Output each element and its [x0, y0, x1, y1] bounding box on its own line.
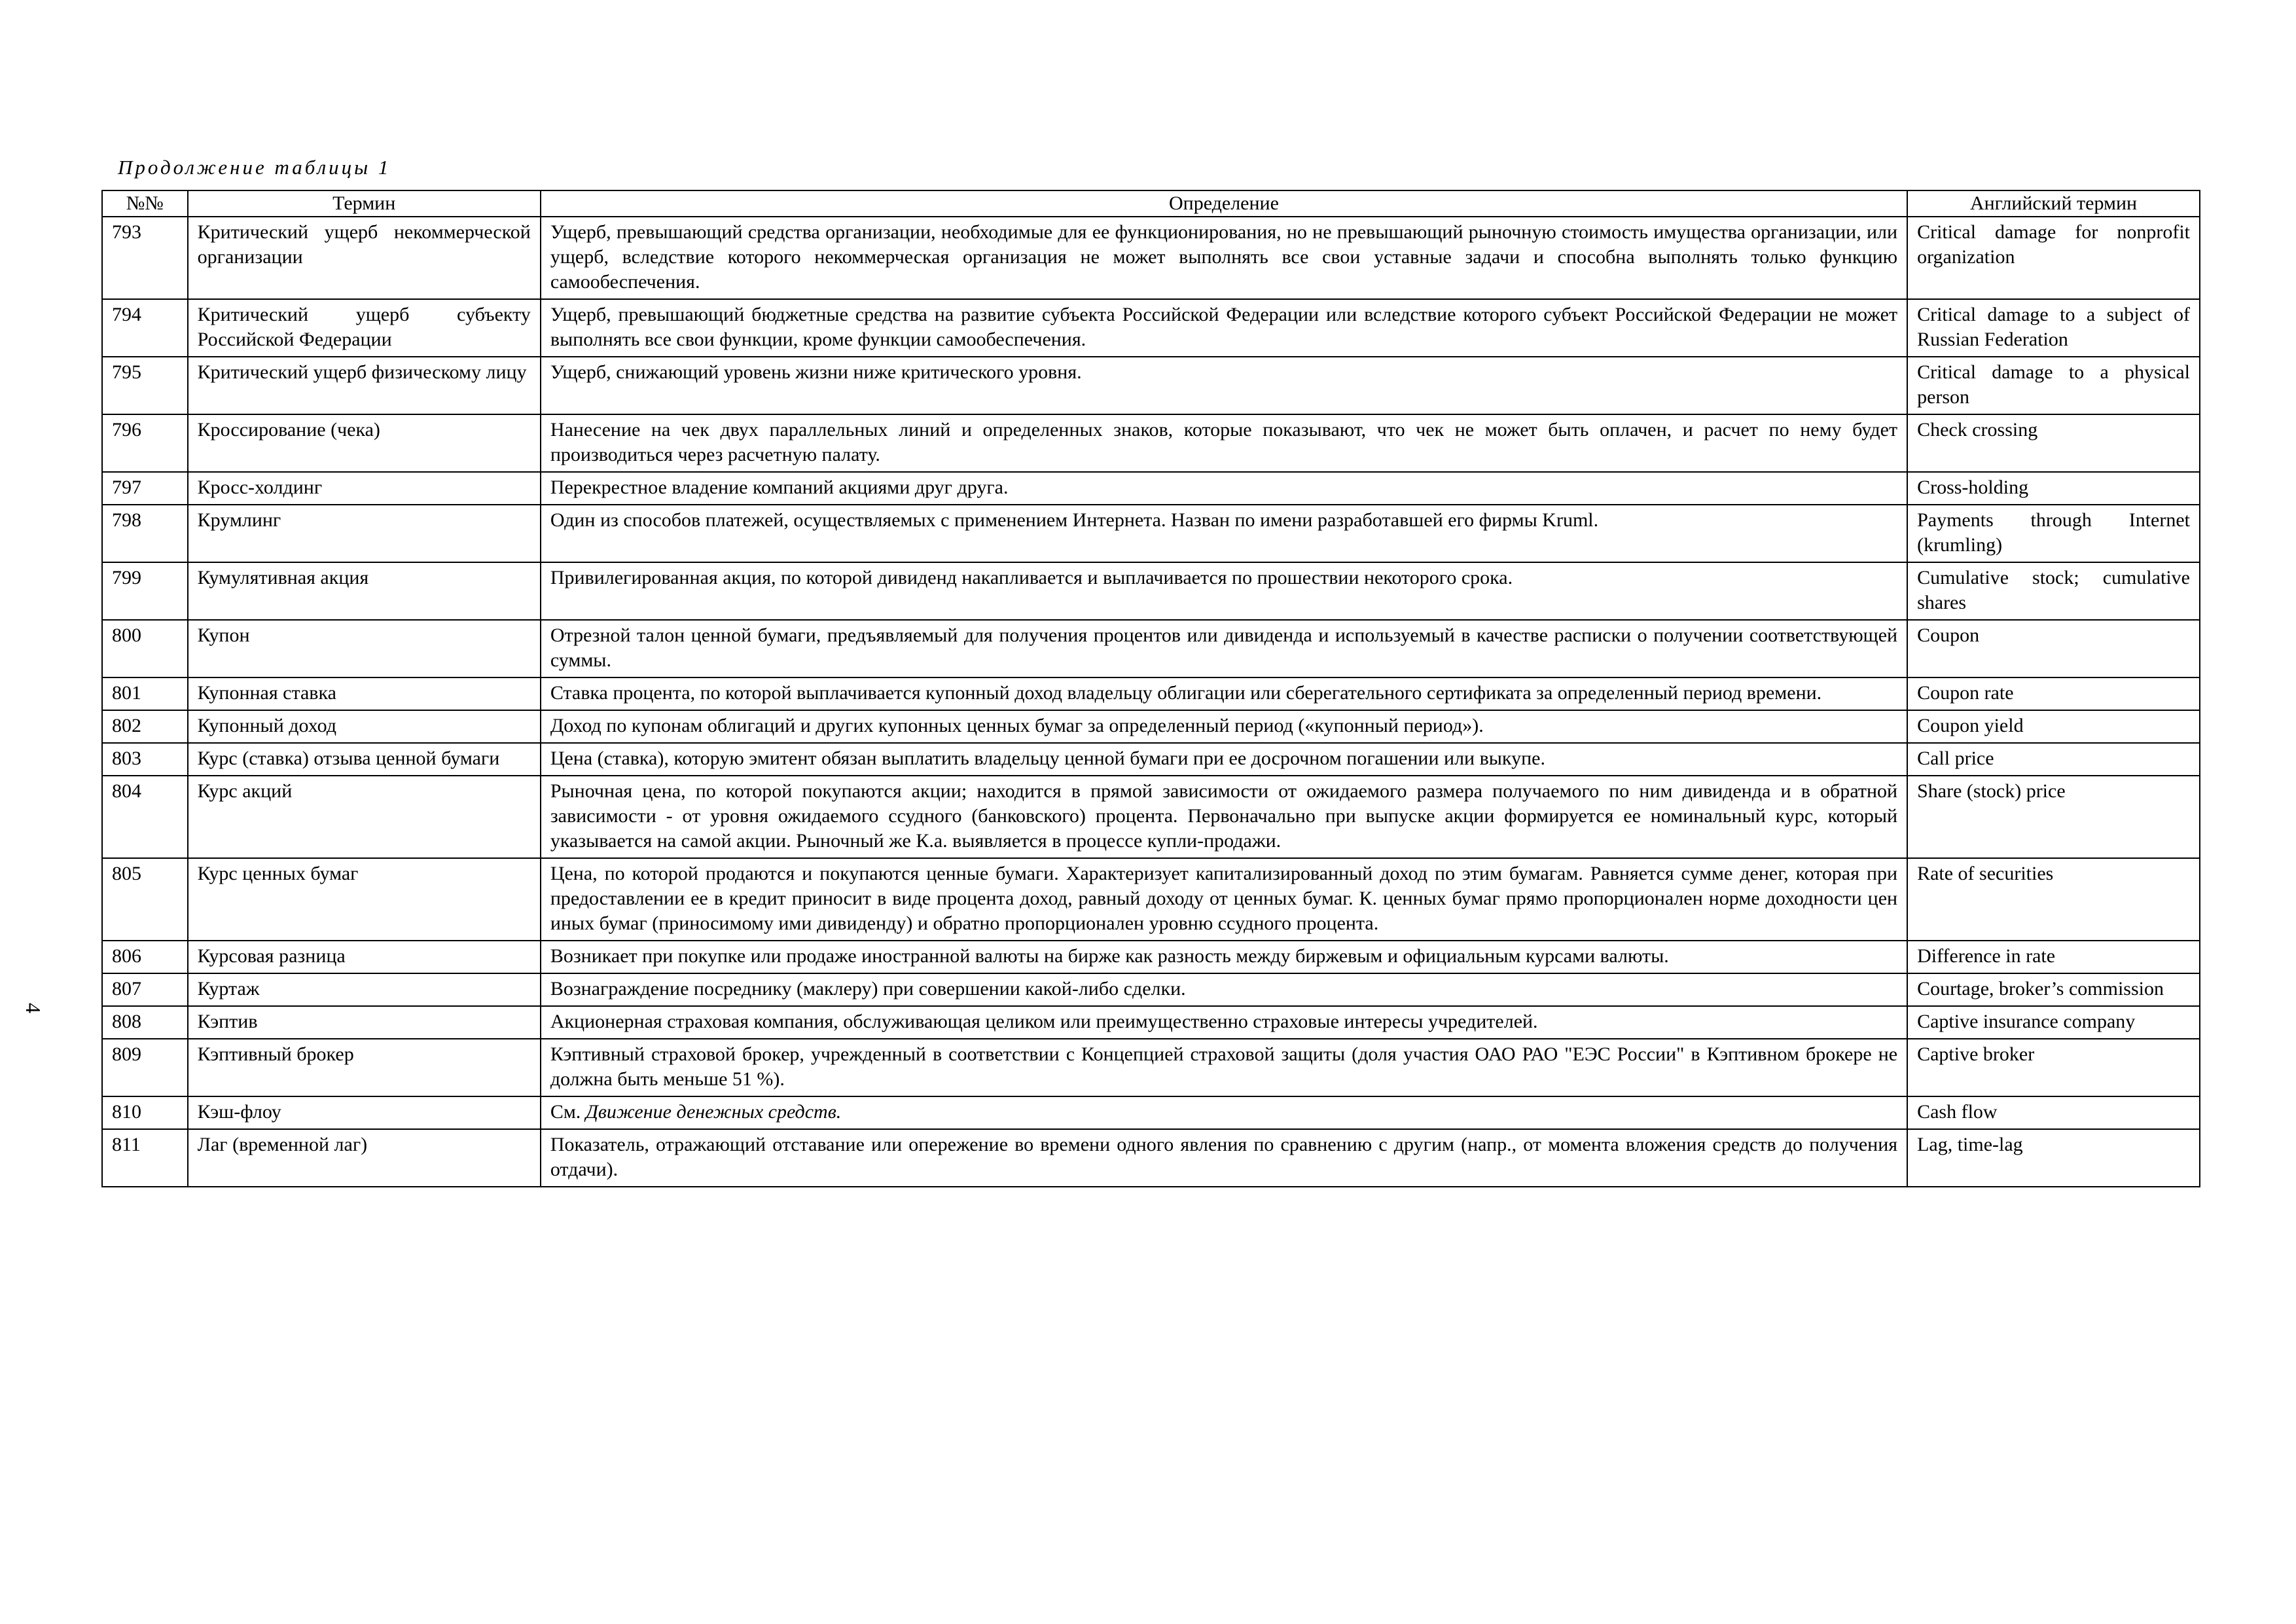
row-term: Кросс-холдинг [188, 472, 541, 505]
row-definition: Отрезной талон ценной бумаги, предъявляемый для получения процентов или дивиденда и используемый в качестве расписки о получении соответствующей суммы. [541, 620, 1907, 677]
row-term: Кумулятивная акция [188, 562, 541, 620]
table-row [102, 414, 2200, 472]
table-row [102, 941, 2200, 973]
row-definition: Кэптивный страховой брокер, учрежденный в соответствии с Концепцией страховой защиты (доля участия ОАО РАО "ЕЭС России" в Кэптивном брокере не должна быть меньше 51 %). [541, 1039, 1907, 1096]
row-number: 798 [102, 505, 188, 562]
table-row [102, 299, 2200, 357]
row-number: 797 [102, 472, 188, 505]
row-definition: Нанесение на чек двух параллельных линий и определенных знаков, которые показывают, что чек не может быть оплачен, и расчет по нему будет производиться через расчетную палату. [541, 414, 1907, 472]
row-definition: Один из способов платежей, осуществляемых с применением Интернета. Назван по имени разработавшей его фирмы Kruml. [541, 505, 1907, 562]
table-row [102, 217, 2200, 299]
row-definition: Привилегированная акция, по которой дивиденд накапливается и выплачивается по прошествии некоторого срока. [541, 562, 1907, 620]
definition-text: См. [550, 1101, 581, 1123]
row-english-term: Check crossing [1907, 414, 2200, 472]
row-english-term: Critical damage to a physical person [1907, 357, 2200, 414]
table-row [102, 562, 2200, 620]
row-english-term: Captive broker [1907, 1039, 2200, 1096]
row-number: 803 [102, 743, 188, 776]
row-english-term: Courtage, broker’s commission [1907, 973, 2200, 1006]
row-term: Кэш-флоу [188, 1096, 541, 1129]
row-term: Кэптивный брокер [188, 1039, 541, 1096]
row-term: Купонная ставка [188, 677, 541, 710]
row-definition: Перекрестное владение компаний акциями друг друга. [541, 472, 1907, 505]
row-number: 805 [102, 858, 188, 941]
table-row [102, 710, 2200, 743]
row-definition: Ставка процента, по которой выплачивается купонный доход владельцу облигации или сберегательного сертификата за определенный период времени. [541, 677, 1907, 710]
row-english-term: Coupon [1907, 620, 2200, 677]
header-row [102, 190, 2200, 217]
row-number: 802 [102, 710, 188, 743]
row-definition: Цена, по которой продаются и покупаются ценные бумаги. Характеризует капитализированный доход по этим бумагам. Равняется сумме денег, которая при предоставлении ее в кредит приносит в виде процента доход, равный доходу от ценных бумаг. К. ценных бумаг прямо пропорционален норме доходности цен иных бумаг (приносимому ими дивиденду) и обратно пропорционален уровню ссудного процента. [541, 858, 1907, 941]
row-term: Курс акций [188, 776, 541, 858]
row-term: Купонный доход [188, 710, 541, 743]
row-english-term: Critical damage to a subject of Russian Federation [1907, 299, 2200, 357]
row-definition: Рыночная цена, по которой покупаются акции; находится в прямой зависимости от ожидаемого размера получаемого по ним дивиденда и в обратной зависимости - от уровня ожидаемого ссудного (банковского) процента. Первоначально при выпуске акции формируется ее номинальный курс, который указывается на самой акции. Рыночный же К.а. выявляется в процессе купли-продажи. [541, 776, 1907, 858]
row-term: Кэптив [188, 1006, 541, 1039]
row-number: 811 [102, 1129, 188, 1187]
row-number: 801 [102, 677, 188, 710]
header-term: Термин [188, 190, 541, 217]
row-definition: Акционерная страховая компания, обслуживающая целиком или преимущественно страховые интересы учредителей. [541, 1006, 1907, 1039]
row-english-term: Difference in rate [1907, 941, 2200, 973]
page-number: 4 [22, 1003, 45, 1013]
table-header [102, 190, 2200, 217]
header-english: Английский термин [1907, 190, 2200, 217]
row-number: 796 [102, 414, 188, 472]
row-term: Крумлинг [188, 505, 541, 562]
row-term: Критический ущерб некоммерческой организации [188, 217, 541, 299]
row-english-term: Payments through Internet (krumling) [1907, 505, 2200, 562]
row-english-term: Share (stock) price [1907, 776, 2200, 858]
table-row [102, 677, 2200, 710]
row-term: Купон [188, 620, 541, 677]
row-term: Куртаж [188, 973, 541, 1006]
row-definition: Ущерб, превышающий бюджетные средства на развитие субъекта Российской Федерации или вследствие которого субъект Российской Федерации не может выполнять все свои функции, кроме функции самообеспечения. [541, 299, 1907, 357]
table-row [102, 472, 2200, 505]
row-english-term: Cash flow [1907, 1096, 2200, 1129]
row-english-term: Lag, time-lag [1907, 1129, 2200, 1187]
table-row [102, 1096, 2200, 1129]
row-definition: Вознаграждение посреднику (маклеру) при совершении какой-либо сделки. [541, 973, 1907, 1006]
table-row [102, 776, 2200, 858]
table-row [102, 1129, 2200, 1187]
header-num: №№ [102, 190, 188, 217]
row-definition: Доход по купонам облигаций и других купонных ценных бумаг за определенный период («купонный период»). [541, 710, 1907, 743]
table-row [102, 620, 2200, 677]
terms-table [101, 190, 2200, 1187]
row-definition: Цена (ставка), которую эмитент обязан выплатить владельцу ценной бумаги при ее досрочном погашении или выкупе. [541, 743, 1907, 776]
table-row [102, 858, 2200, 941]
row-number: 799 [102, 562, 188, 620]
row-number: 804 [102, 776, 188, 858]
row-english-term: Captive insurance company [1907, 1006, 2200, 1039]
row-term: Лаг (временной лаг) [188, 1129, 541, 1187]
table-row [102, 1006, 2200, 1039]
row-term: Критический ущерб субъекту Российской Федерации [188, 299, 541, 357]
row-term: Курс (ставка) отзыва ценной бумаги [188, 743, 541, 776]
row-number: 810 [102, 1096, 188, 1129]
row-definition: Ущерб, превышающий средства организации, необходимые для ее функционирования, но не превышающий рыночную стоимость имущества организации, или ущерб, вследствие которого некоммерческая организация не может выполнять все свои уставные задачи и способна выполнять только функцию самообеспечения. [541, 217, 1907, 299]
row-english-term: Cumulative stock; cumulative shares [1907, 562, 2200, 620]
table-row [102, 505, 2200, 562]
row-number: 800 [102, 620, 188, 677]
row-number: 794 [102, 299, 188, 357]
table-row [102, 973, 2200, 1006]
row-number: 808 [102, 1006, 188, 1039]
row-term: Курсовая разница [188, 941, 541, 973]
row-number: 806 [102, 941, 188, 973]
row-term: Курс ценных бумаг [188, 858, 541, 941]
row-number: 809 [102, 1039, 188, 1096]
row-english-term: Coupon yield [1907, 710, 2200, 743]
table-row [102, 1039, 2200, 1096]
row-definition: Показатель, отражающий отставание или опережение во времени одного явления по сравнению с другим (напр., от момента вложения средств до получения отдачи). [541, 1129, 1907, 1187]
row-english-term: Rate of securities [1907, 858, 2200, 941]
row-number: 807 [102, 973, 188, 1006]
row-english-term: Coupon rate [1907, 677, 2200, 710]
row-english-term: Cross-holding [1907, 472, 2200, 505]
row-definition: Ущерб, снижающий уровень жизни ниже критического уровня. [541, 357, 1907, 414]
row-number: 793 [102, 217, 188, 299]
table-row [102, 357, 2200, 414]
row-number: 795 [102, 357, 188, 414]
row-term: Критический ущерб физическому лицу [188, 357, 541, 414]
definition-cross-reference: Движение денежных средств. [585, 1101, 842, 1123]
row-english-term: Call price [1907, 743, 2200, 776]
header-definition: Определение [541, 190, 1907, 217]
table-caption: Продолжение таблицы 1 [118, 156, 391, 179]
row-definition [541, 1096, 1907, 1129]
table-row [102, 743, 2200, 776]
row-english-term: Critical damage for nonprofit organization [1907, 217, 2200, 299]
row-term: Кроссирование (чека) [188, 414, 541, 472]
row-definition: Возникает при покупке или продаже иностранной валюты на бирже как разность между биржевым и официальным курсами валюты. [541, 941, 1907, 973]
table-body [102, 217, 2200, 1187]
